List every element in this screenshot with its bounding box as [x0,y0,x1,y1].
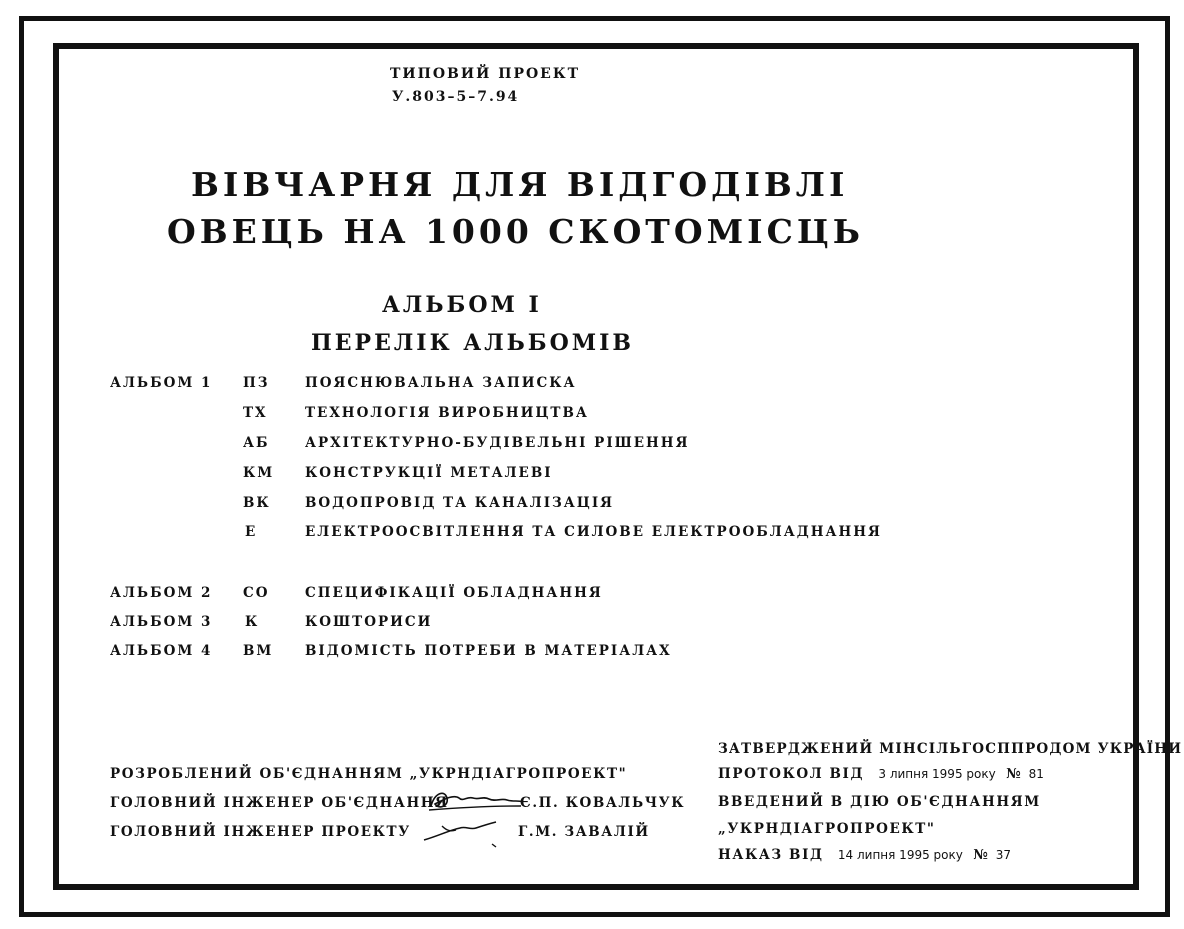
section-description: АРХІТЕКТУРНО-БУДІВЕЛЬНІ РІШЕННЯ [305,435,690,451]
title-line-2: ОВЕЦЬ НА 1000 СКОТОМІСЦЬ [167,212,864,251]
section-code: СО [243,585,270,601]
album-heading: АЛЬБОМ I [382,292,542,318]
project-engineer-name: Г.М. ЗАВАЛІЙ [518,824,650,840]
section-code: АБ [243,435,270,451]
developed-by: РОЗРОБЛЕНИЙ ОБ'ЄДНАННЯМ „УКРНДІАГРОПРОЕКТ" [110,766,628,782]
project-number: У.803–5–7.94 [392,89,520,105]
approved-by: ЗАТВЕРДЖЕНИЙ МІНСІЛЬГОСППРОДОМ УКРАЇНИ [718,741,1183,757]
album-label: АЛЬБОМ 4 [110,643,213,659]
section-code: ВК [243,495,271,511]
album-label: АЛЬБОМ 2 [110,585,213,601]
title-line-1: ВІВЧАРНЯ ДЛЯ ВІДГОДІВЛІ [191,165,849,204]
order-label: НАКАЗ ВІД [718,847,824,863]
section-description: СПЕЦИФІКАЦІЇ ОБЛАДНАННЯ [305,585,603,601]
section-description: ВОДОПРОВІД ТА КАНАЛІЗАЦІЯ [305,495,615,511]
album-label: АЛЬБОМ 3 [110,614,213,630]
section-code: Е [245,524,258,540]
section-description: ЕЛЕКТРООСВІТЛЕННЯ ТА СИЛОВЕ ЕЛЕКТРООБЛАДНАННЯ [305,524,882,540]
signature-chief-engineer [425,784,525,818]
section-code: ТХ [243,405,268,421]
order-no: 37 [995,848,1012,862]
order-date: 14 липня 1995 року [837,848,963,862]
signature-project-engineer [420,814,500,848]
section-code: КМ [243,465,275,481]
section-description: ВІДОМІСТЬ ПОТРЕБИ В МАТЕРІАЛАХ [305,643,672,659]
section-description: КОНСТРУКЦІЇ МЕТАЛЕВІ [305,465,553,481]
organization-name: „УКРНДІАГРОПРОЕКТ" [718,821,936,837]
list-heading: ПЕРЕЛІК АЛЬБОМІВ [311,330,634,356]
introduced-by: ВВЕДЕНИЙ В ДІЮ ОБ'ЄДНАННЯМ [718,794,1041,810]
protocol-line [718,766,1044,782]
album-label: АЛЬБОМ 1 [110,375,213,391]
protocol-label: ПРОТОКОЛ ВІД [718,766,865,782]
section-description: КОШТОРИСИ [305,614,433,630]
section-code: ПЗ [243,375,270,391]
project-engineer-label: ГОЛОВНИЙ ІНЖЕНЕР ПРОЕКТУ [110,824,411,840]
protocol-no-label: № [1006,766,1023,782]
section-description: ПОЯСНЮВАЛЬНА ЗАПИСКА [305,375,577,391]
project-type-label: ТИПОВИЙ ПРОЕКТ [390,66,580,82]
order-line [718,847,1011,863]
protocol-no: 81 [1028,767,1044,781]
chief-engineer-label: ГОЛОВНИЙ ІНЖЕНЕР ОБ'ЄДНАННЯ [110,795,449,811]
protocol-date: 3 липня 1995 року [878,767,996,781]
section-code: К [245,614,260,630]
section-code: ВМ [243,643,274,659]
order-no-label: № [973,847,990,863]
section-description: ТЕХНОЛОГІЯ ВИРОБНИЦТВА [305,405,589,421]
chief-engineer-name: Є.П. КОВАЛЬЧУК [520,795,686,811]
